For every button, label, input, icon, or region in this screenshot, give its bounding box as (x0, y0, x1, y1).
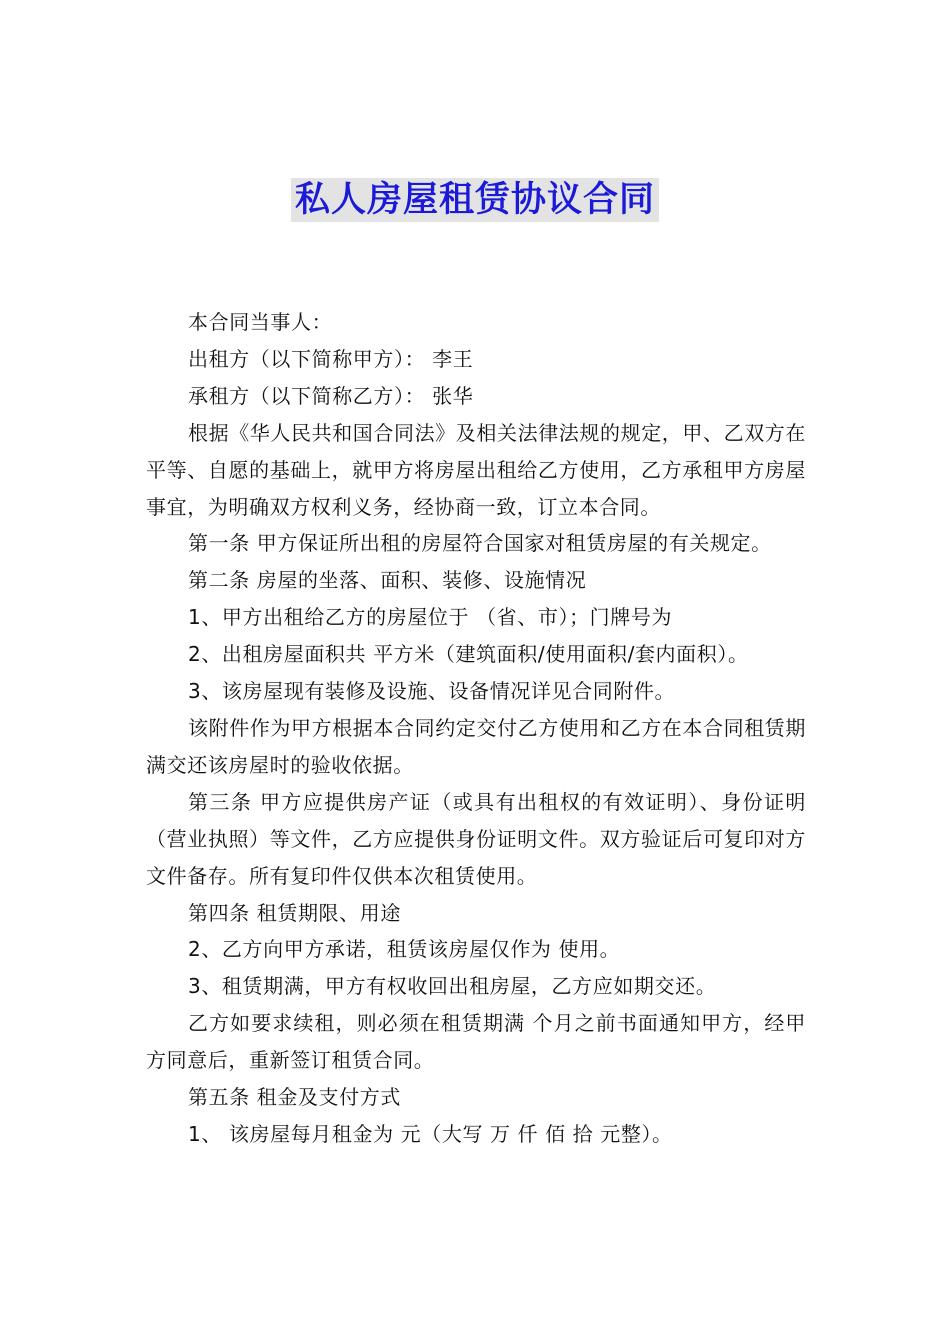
paragraph-article-2-item-3: 3、该房屋现有装修及设施、设备情况详见合同附件。 (188, 679, 676, 704)
paragraph-lessee: 承租方（以下简称乙方）： 张华 (188, 383, 474, 408)
paragraph-article-1: 第一条 甲方保证所出租的房屋符合国家对租赁房屋的有关规定。 (188, 531, 772, 556)
paragraph-article-3: 第三条 甲方应提供房产证（或具有出租权的有效证明）、身份证明（营业执照）等文件，乙方应提供身份证明文件。双方验证后可复印对方文件备存。所有复印件仅供本次租赁使用。 (146, 789, 806, 888)
paragraph-attachment-note: 该附件作为甲方根据本合同约定交付乙方使用和乙方在本合同租赁期满交还该房屋时的验收依据。 (146, 715, 806, 777)
document-body (146, 304, 806, 1153)
paragraph-article-2-item-2: 2、出租房屋面积共 平方米（建筑面积/使用面积/套内面积）。 (188, 642, 749, 667)
paragraph-article-5: 第五条 租金及支付方式 (188, 1085, 401, 1110)
paragraph-renewal: 乙方如要求续租，则必须在租赁期满 个月之前书面通知甲方，经甲方同意后，重新签订租赁合同。 (146, 1011, 806, 1073)
paragraph-article-4: 第四条 租赁期限、用途 (188, 900, 401, 925)
paragraph-preamble: 根据《华人民共和国合同法》及相关法律法规的规定，甲、乙双方在平等、自愿的基础上，就甲方将房屋出租给乙方使用，乙方承租甲方房屋事宜，为明确双方权利义务，经协商一致，订立本合同。 (146, 420, 806, 519)
paragraph-article-2: 第二条 房屋的坐落、面积、装修、设施情况 (188, 568, 587, 593)
paragraph-article-2-item-1: 1、甲方出租给乙方的房屋位于 （省、市）；门牌号为 (188, 605, 673, 630)
paragraph-parties-heading: 本合同当事人： (188, 310, 333, 334)
paragraph-article-4-item-2: 2、乙方向甲方承诺，租赁该房屋仅作为 使用。 (188, 937, 621, 962)
paragraph-lessor: 出租方（以下简称甲方）： 李王 (188, 346, 474, 371)
paragraph-article-5-item-1: 1、 该房屋每月租金为 元（大写 万 仟 佰 拾 元整）。 (188, 1121, 673, 1146)
paragraph-article-4-item-3: 3、租赁期满，甲方有权收回出租房屋，乙方应如期交还。 (188, 974, 717, 999)
document-title: 私人房屋租赁协议合同 (291, 178, 659, 222)
title-container (0, 178, 950, 222)
